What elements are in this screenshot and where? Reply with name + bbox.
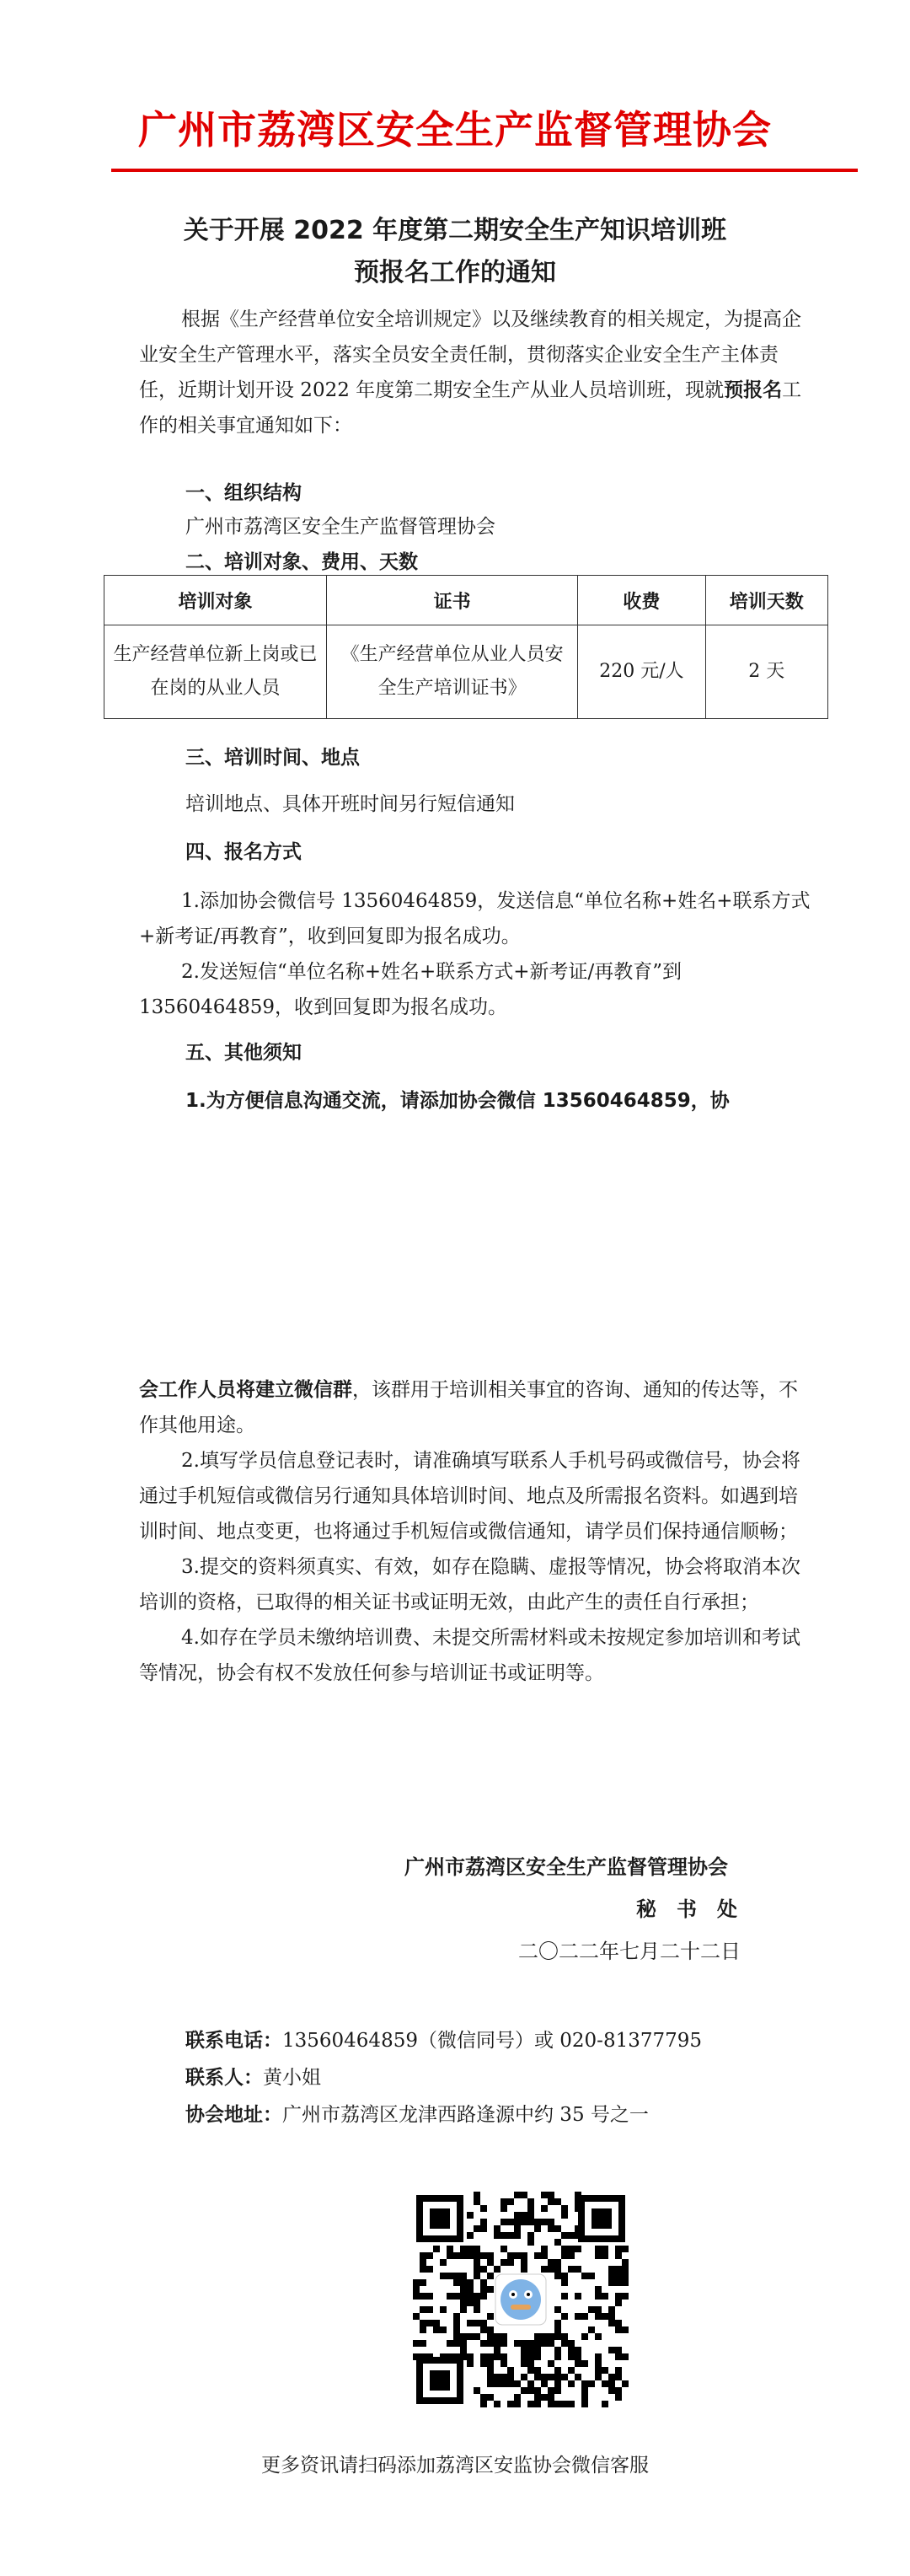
notice-title-line2: 预报名工作的通知: [354, 258, 556, 287]
section4-item2: 2.发送短信“单位名称+姓名+联系方式+新考证/再教育”到 13560464859，收到回复即为报名成功。: [139, 961, 682, 1018]
section4-heading: 四、报名方式: [185, 841, 302, 863]
table-header-cell: 收费: [578, 576, 705, 625]
intro-paragraph: [139, 302, 813, 443]
section3-heading: 三、培训时间、地点: [185, 747, 360, 769]
training-info-table: [104, 575, 828, 719]
signature-date: 二〇二二年七月二十二日: [518, 1940, 741, 1963]
section4-body: [139, 883, 813, 1025]
table-cell: 《生产经营单位从业人员安全生产培训证书》: [327, 625, 578, 719]
section5-item2: 2.填写学员信息登记表时，请准确填写联系人手机号码或微信号，协会将通过手机短信或微信另行通知具体培训时间、地点及所需报名资料。如遇到培训时间、地点变更，也将通过手机短信或微信通知，请学员们保持通信顺畅；: [139, 1450, 800, 1543]
contact-phone-value: 13560464859（微信同号）或 020-81377795: [282, 2030, 703, 2052]
section5-heading: 五、其他须知: [185, 1042, 302, 1064]
table-header-row: [104, 576, 828, 625]
contact-person-label: 联系人：: [185, 2067, 263, 2089]
contact-person: [185, 2062, 321, 2090]
footer-text: 更多资讯请扫码添加荔湾区安监协会微信客服: [261, 2455, 649, 2477]
signature-dept: 秘 书 处: [636, 1897, 737, 1921]
section5-item3: 3.提交的资料须真实、有效，如存在隐瞒、虚报等情况，协会将取消本次培训的资格，已取得的相关证书或证明无效，由此产生的责任自行承担；: [139, 1556, 800, 1613]
table-cell: 生产经营单位新上岗或已在岗的从业人员: [104, 625, 327, 719]
section4-item1: 1.添加协会微信号 13560464859，发送信息“单位名称+姓名+联系方式+新考证/再教育”，收到回复即为报名成功。: [139, 890, 811, 947]
header-divider: [111, 169, 858, 172]
section5-item4: 4.如存在学员未缴纳培训费、未提交所需材料或未按规定参加培训和考试等情况，协会有权不发放任何参与培训证书或证明等。: [139, 1627, 800, 1684]
contact-phone-label: 联系电话：: [185, 2030, 282, 2052]
section5-item1-bold: 1.为方便信息沟通交流，请添加协会微信 13560464859，协: [185, 1090, 730, 1112]
org-header-title: 广州市荔湾区安全生产监督管理协会: [138, 107, 772, 153]
intro-text: 根据《生产经营单位安全培训规定》以及继续教育的相关规定，为提高企业安全生产管理水平，落实全员安全责任制，贯彻落实企业安全生产主体责任，近期计划开设 2022 年度第二期安全生产从业人员培训班，现就: [139, 309, 801, 401]
contact-address-value: 广州市荔湾区龙津西路逢源中约 35 号之一: [282, 2104, 649, 2126]
section5-item1-bold-cont: 会工作人员将建立微信群: [139, 1379, 352, 1401]
section1-text: 广州市荔湾区安全生产监督管理协会: [185, 516, 495, 538]
section5-item1-rest: ，该群用于培训相关事宜的咨询、通知的传达等，不作其他用途。: [139, 1379, 798, 1436]
contact-address-label: 协会地址：: [185, 2104, 282, 2126]
section5-body: [139, 1372, 813, 1691]
signature-org: 广州市荔湾区安全生产监督管理协会: [404, 1855, 728, 1879]
contact-person-value: 黄小姐: [263, 2067, 321, 2089]
section3-text: 培训地点、具体开班时间另行短信通知: [185, 793, 515, 815]
contact-phone: [185, 2025, 702, 2053]
intro-text-end: 工作的相关事宜通知如下：: [139, 379, 802, 437]
table-cell: 2 天: [705, 625, 827, 719]
wechat-qr-code-icon: [411, 2190, 630, 2409]
table-header-cell: 培训天数: [705, 576, 827, 625]
contact-address: [185, 2099, 649, 2127]
section2-heading: 二、培训对象、费用、天数: [185, 551, 418, 573]
table-cell: 220 元/人: [578, 625, 705, 719]
intro-bold-text: 预报名: [724, 379, 783, 401]
table-header-cell: 证书: [327, 576, 578, 625]
table-row: [104, 625, 828, 719]
qr-code-graphic: [411, 2190, 630, 2409]
table-header-cell: 培训对象: [104, 576, 327, 625]
notice-title-line1: 关于开展 2022 年度第二期安全生产知识培训班: [183, 216, 727, 245]
section1-heading: 一、组织结构: [185, 482, 302, 504]
section5-item1-start: [185, 1083, 826, 1119]
